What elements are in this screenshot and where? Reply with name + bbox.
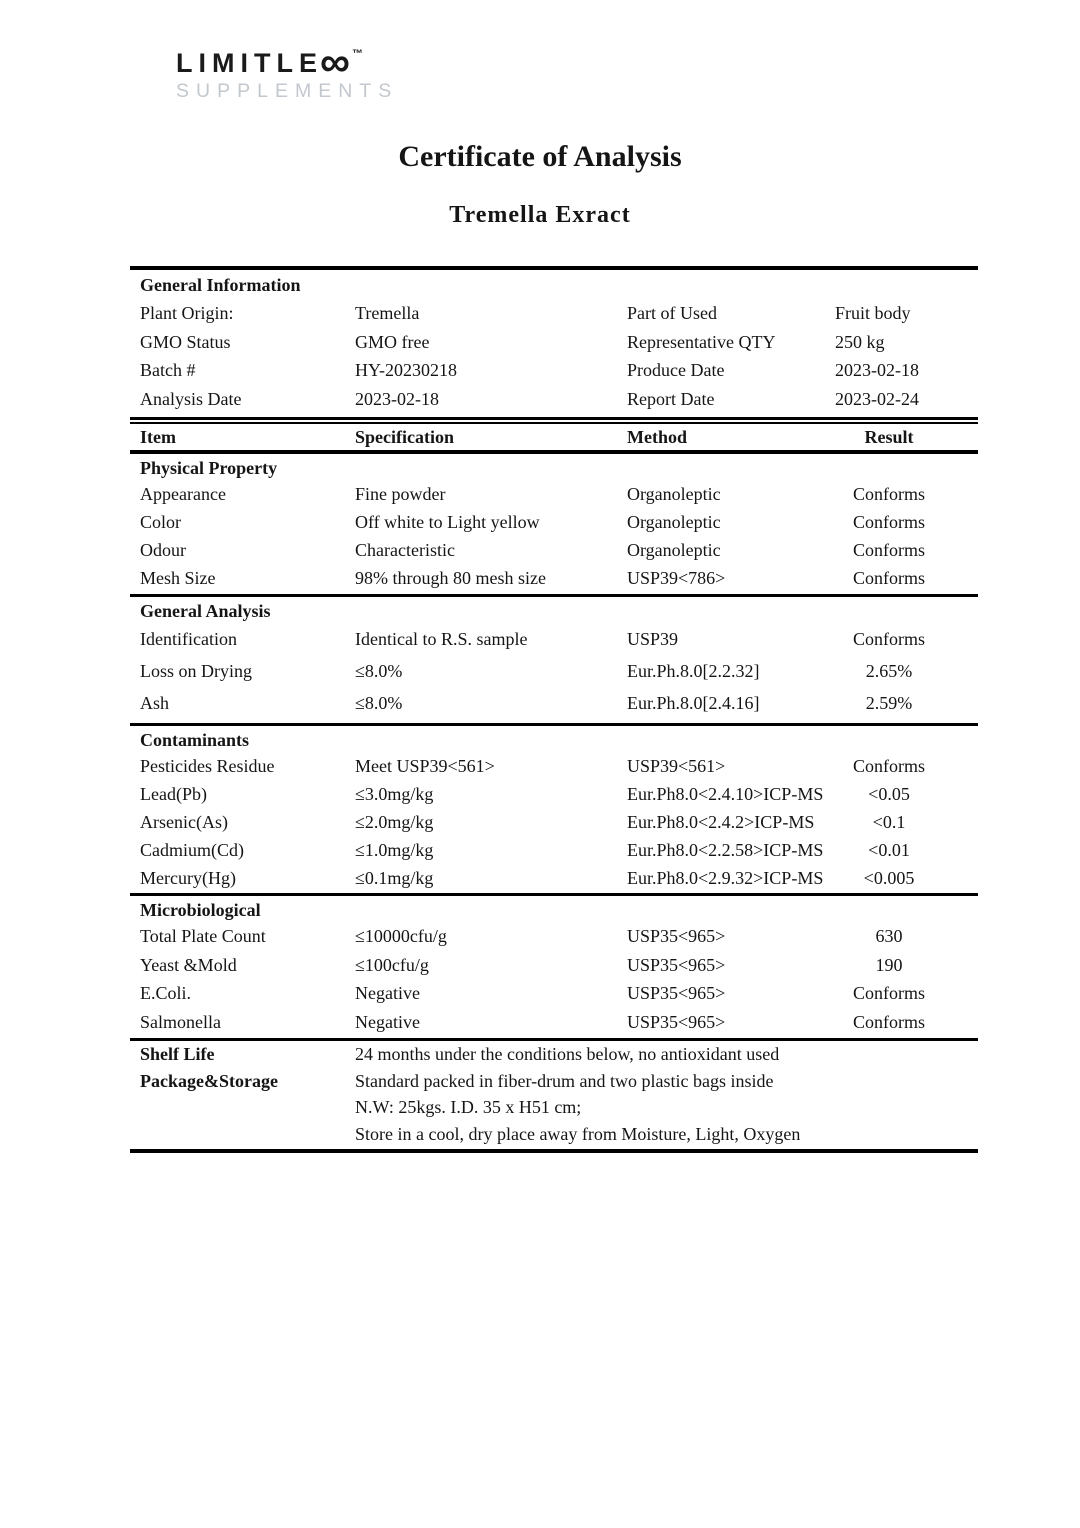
info-label: Batch # (140, 360, 196, 380)
method-cell: USP35<965> (627, 954, 726, 975)
storage-text: N.W: 25kgs. I.D. 35 x H51 cm; (355, 1097, 582, 1117)
result-cell: Conforms (853, 756, 925, 776)
section-contaminants (130, 726, 978, 893)
section-heading: General Information (140, 275, 301, 295)
spec-cell: ≤3.0mg/kg (355, 784, 434, 804)
brand-logo (176, 37, 399, 103)
section-general-information (130, 270, 978, 417)
result-cell: <0.01 (868, 840, 910, 860)
page-title: Certificate of Analysis (398, 140, 682, 173)
item-cell: Lead(Pb) (140, 784, 207, 804)
spec-cell: Negative (355, 1011, 420, 1032)
method-cell: USP39<561> (627, 756, 726, 776)
table-row (130, 808, 978, 836)
method-cell: USP39<786> (627, 568, 726, 588)
storage-text: Standard packed in fiber-drum and two plastic bags inside (355, 1070, 774, 1091)
spec-cell: ≤1.0mg/kg (355, 840, 434, 860)
info-label: GMO Status (140, 331, 231, 352)
section-general-analysis (130, 597, 978, 723)
table-row (130, 951, 978, 980)
result-cell: 190 (875, 954, 903, 975)
result-cell: <0.1 (872, 812, 906, 832)
storage-row (130, 1068, 978, 1095)
item-cell: Loss on Drying (140, 661, 252, 681)
storage-text: Store in a cool, dry place away from Moisture, Light, Oxygen (355, 1123, 801, 1144)
spec-cell: ≤2.0mg/kg (355, 812, 434, 832)
trademark-symbol: ™ (351, 47, 363, 60)
section-physical-property (130, 454, 978, 594)
table-row (130, 480, 978, 508)
storage-row (130, 1094, 978, 1121)
table-row (130, 536, 978, 564)
spec-cell: Characteristic (355, 540, 455, 560)
section-storage (130, 1041, 978, 1149)
table-row (130, 780, 978, 808)
result-cell: 2.59% (865, 693, 913, 713)
method-cell: Eur.Ph.8.0[2.4.16] (627, 693, 760, 713)
storage-label (130, 1094, 355, 1121)
spec-cell: Off white to Light yellow (355, 512, 540, 532)
result-cell: 2.65% (865, 661, 913, 681)
result-cell: Conforms (853, 1011, 925, 1032)
method-cell: Organoleptic (627, 512, 721, 532)
info-value: 2023-02-24 (835, 388, 919, 409)
result-cell: <0.05 (868, 784, 910, 804)
item-cell: Color (140, 512, 182, 532)
column-header-method: Method (627, 427, 687, 447)
result-cell: Conforms (853, 540, 925, 560)
general-info-row (130, 356, 978, 385)
item-cell: Arsenic(As) (140, 812, 228, 832)
result-cell: 630 (875, 926, 903, 946)
method-cell: Eur.Ph8.0<2.4.2>ICP-MS (627, 812, 815, 832)
rule-bottom (130, 1149, 978, 1153)
method-cell: Organoleptic (627, 540, 721, 560)
infinity-icon: ∞ (319, 37, 350, 85)
product-name: Tremella Exract (449, 202, 631, 228)
spec-cell: 98% through 80 mesh size (355, 568, 546, 588)
storage-row (130, 1121, 978, 1148)
spec-cell: ≤0.1mg/kg (355, 868, 434, 888)
column-header-item: Item (140, 427, 176, 447)
info-label: Analysis Date (140, 388, 242, 409)
storage-label (130, 1121, 355, 1148)
column-header-result: Result (864, 427, 914, 447)
info-value: Tremella (355, 303, 420, 323)
brand-wordmark (176, 37, 398, 85)
item-cell: Salmonella (140, 1011, 221, 1032)
info-value: Fruit body (835, 303, 911, 323)
table-row (130, 1008, 978, 1037)
result-cell: Conforms (853, 512, 925, 532)
info-label: Report Date (627, 388, 715, 409)
info-label: Part of Used (627, 303, 717, 323)
method-cell: Eur.Ph.8.0[2.2.32] (627, 661, 760, 681)
item-cell: Yeast &Mold (140, 954, 237, 975)
item-cell: E.Coli. (140, 983, 192, 1003)
storage-label: Package&Storage (140, 1070, 278, 1091)
certificate-table (130, 266, 978, 1153)
table-row (130, 623, 978, 655)
section-heading: Microbiological (140, 900, 261, 920)
spec-cell: ≤8.0% (355, 693, 403, 713)
info-label: Produce Date (627, 360, 725, 380)
storage-label: Shelf Life (140, 1044, 215, 1064)
method-cell: USP39 (627, 629, 679, 649)
section-heading: Contaminants (140, 730, 250, 750)
spec-cell: ≤100cfu/g (355, 954, 429, 975)
brand-tagline: SUPPLEMENTS (176, 80, 399, 102)
table-row (130, 864, 978, 892)
method-cell: Organoleptic (627, 484, 721, 504)
spec-cell: ≤10000cfu/g (355, 926, 447, 946)
table-row (130, 979, 978, 1008)
spec-cell: Fine powder (355, 484, 446, 504)
spec-cell: Negative (355, 983, 420, 1003)
spec-cell: Meet USP39<561> (355, 756, 495, 776)
general-info-row (130, 385, 978, 414)
table-row (130, 752, 978, 780)
method-cell: Eur.Ph8.0<2.2.58>ICP-MS (627, 840, 824, 860)
info-value: 2023-02-18 (355, 388, 439, 409)
result-cell: Conforms (853, 568, 925, 588)
table-row (130, 655, 978, 687)
info-value: 250 kg (835, 331, 885, 352)
table-row (130, 922, 978, 951)
general-info-row (130, 328, 978, 357)
section-heading: Physical Property (140, 458, 278, 478)
method-cell: USP35<965> (627, 926, 726, 946)
info-label: Representative QTY (627, 331, 776, 352)
storage-row (130, 1041, 978, 1068)
method-cell: USP35<965> (627, 983, 726, 1003)
info-value: 2023-02-18 (835, 360, 919, 380)
method-cell: USP35<965> (627, 1011, 726, 1032)
item-cell: Pesticides Residue (140, 756, 275, 776)
table-row (130, 836, 978, 864)
method-cell: Eur.Ph8.0<2.4.10>ICP-MS (627, 784, 824, 804)
item-cell: Mesh Size (140, 568, 216, 588)
column-header-specification: Specification (355, 427, 454, 447)
item-cell: Cadmium(Cd) (140, 840, 244, 860)
result-cell: Conforms (853, 983, 925, 1003)
info-label: Plant Origin: (140, 303, 234, 323)
section-heading: General Analysis (140, 601, 271, 621)
item-cell: Ash (140, 693, 170, 713)
storage-text: 24 months under the conditions below, no antioxidant used (355, 1044, 780, 1064)
item-cell: Identification (140, 629, 237, 649)
table-row (130, 508, 978, 536)
item-cell: Mercury(Hg) (140, 868, 236, 888)
general-info-row (130, 299, 978, 328)
info-value: HY-20230218 (355, 360, 457, 380)
spec-cell: ≤8.0% (355, 661, 403, 681)
item-cell: Total Plate Count (140, 926, 266, 946)
result-cell: <0.005 (863, 868, 915, 888)
table-row (130, 687, 978, 719)
info-value: GMO free (355, 331, 430, 352)
brand-name: LIMITLE (176, 48, 323, 78)
section-microbiological (130, 896, 978, 1038)
method-cell: Eur.Ph8.0<2.9.32>ICP-MS (627, 868, 824, 888)
table-header-row (130, 424, 978, 450)
item-cell: Odour (140, 540, 186, 560)
rule-double (130, 417, 978, 424)
item-cell: Appearance (140, 484, 226, 504)
table-row (130, 564, 978, 592)
result-cell: Conforms (853, 484, 925, 504)
spec-cell: Identical to R.S. sample (355, 629, 528, 649)
result-cell: Conforms (853, 629, 925, 649)
